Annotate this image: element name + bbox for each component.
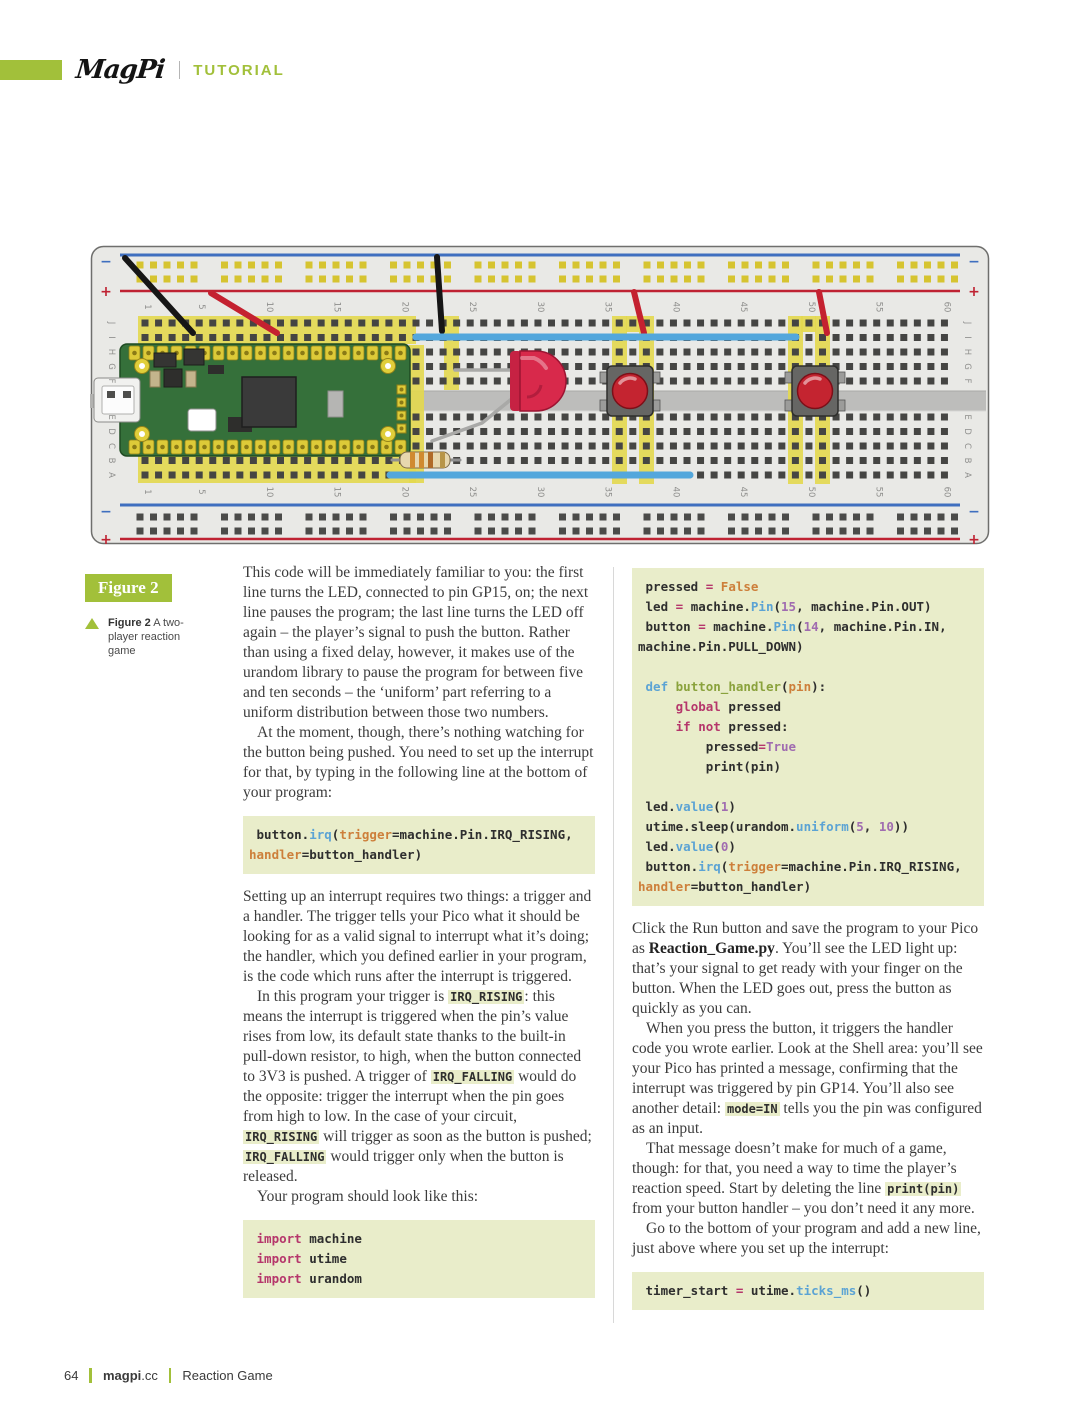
svg-text:−: − [100, 504, 112, 520]
breadboard-figure [90, 245, 990, 545]
svg-text:40: 40 [670, 301, 681, 313]
svg-text:30: 30 [534, 301, 545, 313]
figure-caption [85, 616, 235, 658]
svg-text:H: H [106, 348, 116, 356]
svg-text:C: C [106, 443, 116, 449]
svg-text:J: J [106, 321, 116, 325]
svg-text:G: G [106, 363, 116, 370]
svg-text:B: B [962, 457, 972, 464]
svg-text:C: C [962, 443, 972, 449]
svg-text:+: + [100, 284, 112, 300]
footer-site: magpi [102, 1368, 142, 1383]
svg-text:J: J [962, 321, 972, 325]
svg-text:55: 55 [873, 301, 884, 313]
paragraph: When you press the button, it triggers the handler code you wrote earlier. Look at the Shell area: you’ll see your Pico has printed a message, confirming that the interrupt was triggered by pin GP14. You’ll also see another detail: mode=IN tells you the pin was configured as an input. [632, 1020, 983, 1137]
svg-text:D: D [962, 428, 972, 435]
svg-text:25: 25 [467, 486, 478, 498]
magpi-logo: MagPi [74, 55, 166, 85]
page-header [0, 56, 285, 84]
paragraph: Your program should look like this: [257, 1188, 479, 1205]
svg-text:+: + [968, 532, 980, 545]
svg-text:40: 40 [670, 486, 681, 498]
svg-text:F: F [106, 378, 116, 384]
svg-text:A: A [106, 472, 116, 478]
page-number: 64 [64, 1368, 79, 1383]
caption-text: A two-player reaction game [108, 617, 184, 657]
svg-text:30: 30 [534, 486, 545, 498]
paragraph: Go to the bottom of your program and add a new line, just above where you set up the interrupt: [632, 1220, 981, 1257]
svg-text:G: G [962, 363, 972, 370]
figure-badge: Figure 2 [85, 574, 172, 602]
section-label: TUTORIAL [193, 61, 285, 79]
svg-text:A: A [962, 472, 972, 478]
rp2040-chip [242, 377, 296, 427]
push-button-1 [600, 366, 660, 416]
footer-separator [89, 1368, 92, 1383]
footer-separator [169, 1368, 172, 1383]
svg-text:1: 1 [142, 489, 152, 495]
column-divider [613, 567, 614, 1323]
caption-triangle-icon [85, 618, 99, 629]
svg-text:D: D [106, 428, 116, 435]
svg-text:20: 20 [399, 486, 410, 498]
svg-text:5: 5 [196, 489, 207, 495]
svg-text:15: 15 [331, 301, 342, 313]
article-body [243, 563, 985, 1323]
svg-text:45: 45 [738, 486, 749, 498]
paragraph: At the moment, though, there’s nothing watching for the button being pushed. You need to set up the interrupt for that, by typing in the following line at the bottom of your program: [243, 724, 594, 801]
code-block-timer: timer_start = utime.ticks_ms() [632, 1272, 984, 1310]
figure-callout [85, 574, 235, 658]
svg-text:50: 50 [805, 486, 816, 498]
svg-text:I: I [962, 336, 972, 339]
paragraph: Setting up an interrupt requires two things: a trigger and a handler. The trigger tells your Pico what it should be looking for as a valid signal to interrupt what it’s doing; the handler, which you defined earlier in your program, is the code which runs after the interrupt is triggered. [243, 888, 592, 985]
left-column [243, 563, 595, 1323]
svg-text:60: 60 [941, 301, 952, 313]
code-block-program: pressed = False led = machine.Pin(15, machine.Pin.OUT) button = machine.Pin(14, machine.Pin.IN, machine.Pin.PULL_DOWN) def button_handler(pin): global pressed if not pressed: pressed=True print(pin) led.value(1) utime.sleep(urandom.uniform(5, 10)) led.value(0) button.irq(trigger=machine.Pin.IRQ_RISING, handler=button_handler) [632, 568, 984, 906]
header-separator [179, 61, 180, 79]
svg-text:20: 20 [399, 301, 410, 313]
svg-text:55: 55 [873, 486, 884, 498]
svg-text:25: 25 [467, 301, 478, 313]
svg-text:E: E [106, 414, 116, 420]
svg-text:E: E [962, 414, 972, 420]
svg-text:I: I [106, 336, 116, 339]
bootsel-button [188, 409, 216, 431]
svg-text:5: 5 [196, 304, 207, 310]
code-block-irq: button.irq(trigger=machine.Pin.IRQ_RISING, handler=button_handler) [243, 816, 595, 874]
svg-text:50: 50 [805, 301, 816, 313]
svg-text:45: 45 [738, 301, 749, 313]
svg-text:−: − [968, 254, 980, 270]
svg-text:−: − [968, 504, 980, 520]
svg-text:15: 15 [331, 486, 342, 498]
svg-text:35: 35 [602, 486, 613, 498]
svg-text:B: B [106, 457, 116, 464]
code-block-imports: import machine import utime import urandom [243, 1220, 595, 1298]
paragraph: In this program your trigger is IRQ_RISING : this means the interrupt is triggered when the pin’s value rises from low, its default state thanks to the built-in pull-down resistor, to high, when the button connected to 3V3 is pushed. A trigger of IRQ_FALLING would do the opposite: trigger the interrupt when the pin goes from high to low. In the case of your circuit, IRQ_RISING will trigger as soon as the button is pushed; IRQ_FALLING would trigger only when the button is released. [243, 988, 592, 1185]
push-button-2 [785, 366, 845, 416]
footer-article-title: Reaction Game [182, 1368, 273, 1383]
svg-text:F: F [962, 378, 972, 384]
breadboard-svg [90, 245, 990, 545]
svg-text:60: 60 [941, 486, 952, 498]
page-footer: 64 magpi.cc Reaction Game [64, 1368, 273, 1383]
svg-text:H: H [962, 348, 972, 356]
svg-text:10: 10 [263, 486, 274, 498]
pico-board [90, 344, 410, 456]
paragraph: That message doesn’t make for much of a game, though: for that, you need a way to time the player’s reaction speed. Start by deleting the line print(pin) from your button handler – you don’t need it any more. [632, 1140, 975, 1217]
svg-text:−: − [100, 254, 112, 270]
caption-title: Figure 2 [108, 617, 151, 629]
svg-text:10: 10 [263, 301, 274, 313]
svg-text:35: 35 [602, 301, 613, 313]
paragraph: This code will be immediately familiar to you: the first line turns the LED, connected to pin GP15, on; the next line pauses the program; the last line turns the LED off again – the player’s signal to push the button. Rather than using a fixed delay, however, it makes use of the urandom library to pause the program for between five and ten seconds – the ‘uniform’ part referring to a uniform distribution between those two numbers. [243, 564, 589, 721]
svg-text:+: + [968, 284, 980, 300]
svg-text:+: + [100, 532, 112, 545]
header-accent-bar [0, 60, 62, 80]
right-column [632, 563, 984, 1323]
paragraph: Click the Run button and save the program to your Pico as Reaction_Game.py. You’ll see the LED light up: that’s your signal to get ready with your finger on the button. When the LED goes out, press the button as quickly as you can. [632, 920, 979, 1017]
svg-text:1: 1 [142, 304, 152, 310]
